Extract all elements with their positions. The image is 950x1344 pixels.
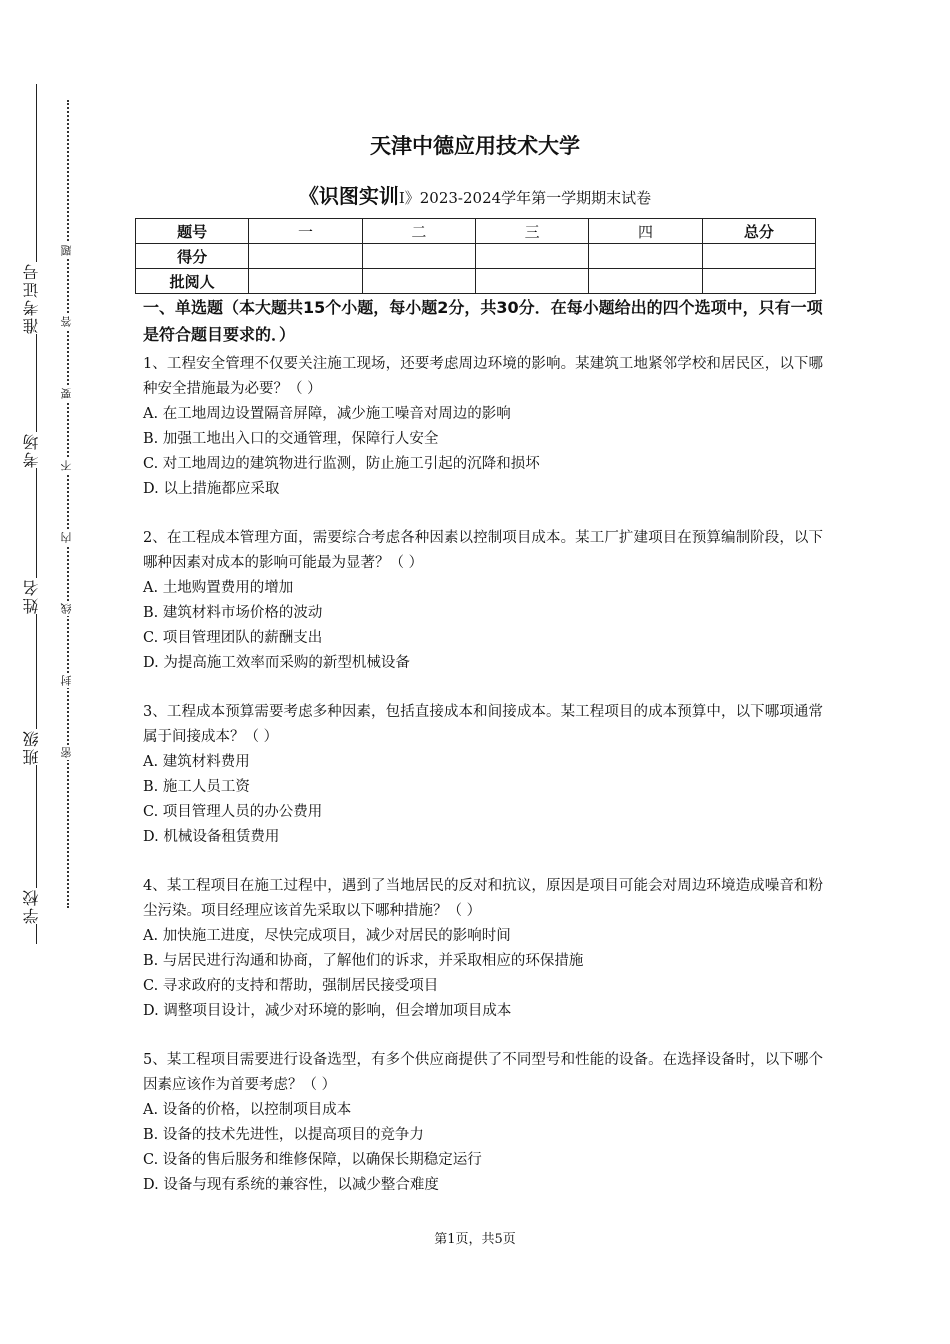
question-4 [143,874,823,1024]
option-d[interactable]: D. 调整项目设计，减少对环境的影响，但会增加项目成本 [143,1003,512,1019]
score-cell[interactable] [362,244,475,269]
score-table-row-score [136,244,816,269]
page-footer: 第1页，共5页 [434,1232,516,1247]
score-table-header-cell: 总分 [702,219,815,244]
question-stem: 3、工程成本预算需要考虑多种因素，包括直接成本和间接成本。某工程项目的成本预算中，以下哪项通常属于间接成本？（ ） [143,704,823,745]
option-b[interactable]: B. 施工人员工资 [143,779,250,795]
question-1 [143,352,823,502]
question-stem: 5、某工程项目需要进行设备选型，有多个供应商提供了不同型号和性能的设备。在选择设备时，以下哪个因素应该作为首要考虑？（ ） [143,1052,823,1093]
option-a[interactable]: A. 土地购置费用的增加 [143,580,294,596]
label-exam-number: 准考证号 [20,262,54,334]
option-d[interactable]: D. 为提高施工效率而采购的新型机械设备 [143,655,410,671]
seal-char: 内 [59,530,77,545]
option-b[interactable]: B. 与居民进行沟通和协商，了解他们的诉求，并采取相应的环保措施 [143,953,584,969]
option-d[interactable]: D. 机械设备租赁费用 [143,829,280,845]
option-a[interactable]: A. 在工地周边设置隔音屏障，减少施工噪音对周边的影响 [143,406,511,422]
seal-char: 题 [59,243,77,258]
score-cell[interactable] [249,244,362,269]
score-table-header-row [136,219,816,244]
course-name: 《识图实训 [298,184,399,208]
question-3 [143,700,823,850]
option-b[interactable]: B. 设备的技术先进性，以提高项目的竞争力 [143,1127,424,1143]
grader-cell[interactable] [702,269,815,294]
label-class: 班级 [20,729,54,765]
score-table-header-cell: 三 [475,219,588,244]
score-table-row-grader [136,269,816,294]
seal-char: 密 [59,745,77,760]
option-c[interactable]: C. 设备的售后服务和维修保障，以确保长期稳定运行 [143,1152,482,1168]
label-exam-room: 考场 [20,432,54,468]
option-c[interactable]: C. 项目管理人员的办公费用 [143,804,323,820]
score-cell[interactable] [475,244,588,269]
option-b[interactable]: B. 建筑材料市场价格的波动 [143,605,323,621]
option-b[interactable]: B. 加强工地出入口的交通管理，保障行人安全 [143,431,439,447]
question-stem: 2、在工程成本管理方面，需要综合考虑各种因素以控制项目成本。某工厂扩建项目在预算编制阶段，以下哪种因素对成本的影响可能最为显著？（ ） [143,530,823,571]
label-name: 姓名 [20,578,54,614]
score-table-header-cell: 题号 [136,219,249,244]
option-c[interactable]: C. 对工地周边的建筑物进行监测，防止施工引起的沉降和损坏 [143,456,540,472]
option-a[interactable]: A. 加快施工进度，尽快完成项目，减少对居民的影响时间 [143,928,511,944]
exam-content [143,294,823,1222]
exam-subtitle [0,180,950,209]
question-stem: 1、工程安全管理不仅要关注施工现场，还要考虑周边环境的影响。某建筑工地紧邻学校和居民区，以下哪种安全措施最为必要？（ ） [143,356,823,397]
score-table [135,218,816,294]
seal-char: 线 [59,601,77,616]
grader-cell[interactable] [362,269,475,294]
exam-title: I》2023-2024学年第一学期期末试卷 [398,189,652,207]
binding-dotted-line [67,100,69,908]
university-title: 天津中德应用技术大学 [370,134,580,158]
grader-cell[interactable] [475,269,588,294]
seal-char: 要 [59,386,77,401]
option-c[interactable]: C. 项目管理团队的薪酬支出 [143,630,323,646]
score-cell[interactable] [589,244,702,269]
score-table-header-cell: 四 [589,219,702,244]
option-c[interactable]: C. 寻求政府的支持和帮助，强制居民接受项目 [143,978,439,994]
seal-char: 答 [59,314,77,329]
question-2 [143,526,823,676]
score-cell[interactable] [702,244,815,269]
option-d[interactable]: D. 设备与现有系统的兼容性，以减少整合难度 [143,1177,439,1193]
grader-cell[interactable] [249,269,362,294]
option-a[interactable]: A. 设备的价格，以控制项目成本 [143,1102,352,1118]
grader-cell[interactable] [589,269,702,294]
seal-char: 不 [59,458,77,473]
score-table-header-cell: 二 [362,219,475,244]
section-heading: 一、单选题（本大题共15个小题，每小题2分，共30分．在每小题给出的四个选项中，只有一项是符合题目要求的．） [143,298,823,344]
grader-row-label: 批阅人 [136,269,249,294]
score-table-header-cell: 一 [249,219,362,244]
option-d[interactable]: D. 以上措施都应采取 [143,481,280,497]
label-school: 学校 [20,888,54,924]
seal-char: 封 [59,673,77,688]
score-row-label: 得分 [136,244,249,269]
option-a[interactable]: A. 建筑材料费用 [143,754,250,770]
question-5 [143,1048,823,1198]
question-stem: 4、某工程项目在施工过程中，遇到了当地居民的反对和抗议，原因是项目可能会对周边环境造成噪音和粉尘污染。项目经理应该首先采取以下哪种措施？（ ） [143,878,823,919]
binding-solid-line [36,84,37,944]
